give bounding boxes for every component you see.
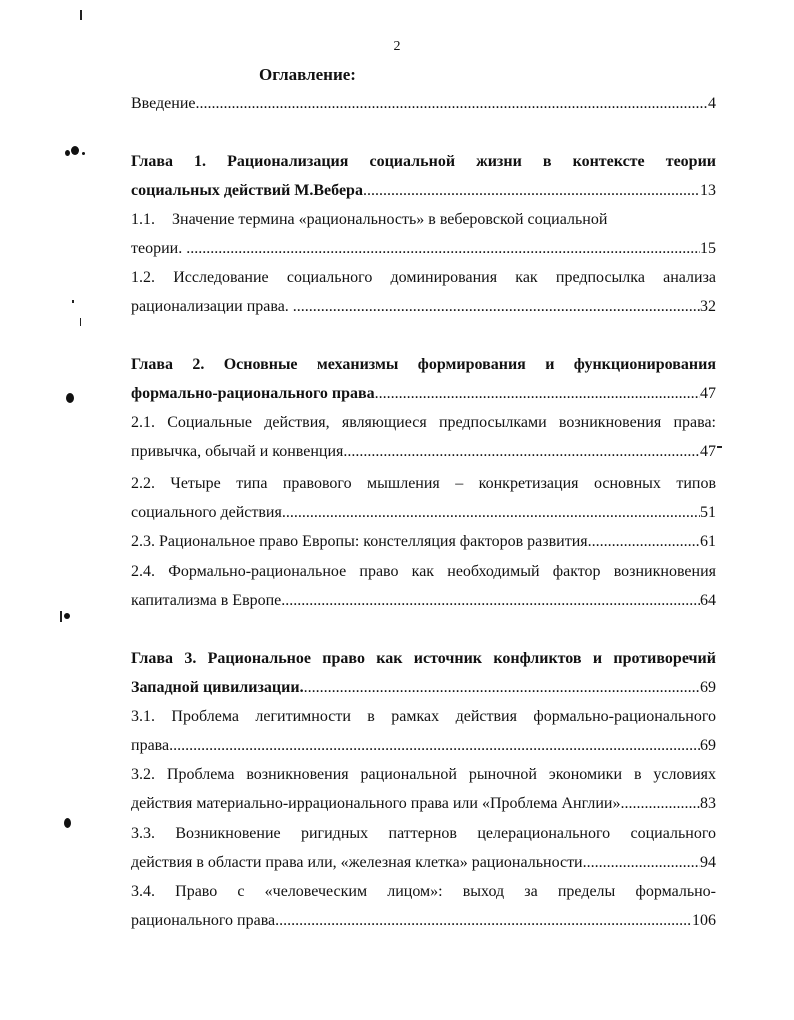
dot-leader	[583, 851, 700, 875]
entry-page: 83	[700, 795, 716, 812]
entry-title: привычка, обычай и конвенция.	[131, 443, 348, 460]
entry-page: 15	[700, 240, 716, 257]
scan-speck	[717, 446, 722, 448]
toc-chapter-2-line1: Глава 2. Основные механизмы формирования и функционирования	[131, 356, 716, 373]
toc-section-2-1-line2	[131, 440, 716, 464]
toc-chapter-3-line1: Глава 3. Рациональное право как источник конфликтов и противоречий	[131, 650, 716, 667]
entry-page: 69	[700, 679, 716, 696]
toc-chapter-3-line2	[131, 676, 716, 700]
toc-section-3-2-line1: 3.2. Проблема возникновения рациональной рыночной экономики в условиях	[131, 766, 716, 783]
scan-speck	[80, 10, 82, 20]
entry-page: 61	[700, 533, 716, 550]
toc-chapter-1-line1: Глава 1. Рационализация социальной жизни в контексте теории	[131, 153, 716, 170]
dot-leader	[304, 676, 700, 700]
entry-page: 94	[700, 854, 716, 871]
entry-title: теории. ..	[131, 240, 195, 257]
dot-leader	[347, 440, 700, 464]
dot-leader	[194, 237, 700, 261]
toc-section-1-2-line1: 1.2. Исследование социального доминирования как предпосылка анализа	[131, 269, 716, 286]
dot-leader	[363, 179, 700, 203]
entry-page: 13	[700, 182, 716, 199]
scan-speck	[72, 300, 74, 303]
toc-section-1-2-line2	[131, 295, 716, 319]
dot-leader	[169, 734, 700, 758]
toc-section-3-1-line1: 3.1. Проблема легитимности в рамках действия формально-рационального	[131, 708, 716, 725]
toc-section-3-3-line1: 3.3. Возникновение ригидных паттернов целерационального социального	[131, 825, 716, 842]
dot-leader	[620, 792, 700, 816]
entry-title: права	[131, 737, 170, 754]
toc-section-1-1-line2	[131, 237, 716, 261]
scan-speck	[64, 613, 70, 619]
toc-section-3-1-line2	[131, 734, 716, 758]
entry-title: социальных действий М.Вебера	[131, 182, 363, 199]
dot-leader	[285, 589, 700, 613]
toc-section-2-3	[131, 530, 716, 554]
dot-leader	[286, 501, 700, 525]
dot-leader	[196, 92, 709, 116]
entry-page: 32	[700, 298, 716, 315]
entry-page: 51	[700, 504, 716, 521]
entry-title: действия материально-иррационального права или «Проблема Англии»	[131, 795, 621, 812]
toc-section-2-2-line1: 2.2. Четыре типа правового мышления – конкретизация основных типов	[131, 475, 716, 492]
section-title: Значение термина «рациональность» в веберовской социальной	[172, 211, 608, 228]
dot-leader	[275, 909, 692, 933]
scan-speck	[65, 150, 70, 156]
toc-section-2-2-line2	[131, 501, 716, 525]
toc-section-1-1-line1	[131, 208, 716, 232]
entry-page: 47	[700, 385, 716, 402]
scan-speck	[71, 146, 79, 155]
scan-speck	[80, 318, 81, 326]
entry-title: Введение	[131, 95, 196, 112]
entry-page: 69	[700, 737, 716, 754]
toc-section-3-4-line1: 3.4. Право с «человеческим лицом»: выход за пределы формально-	[131, 883, 716, 900]
scan-speck	[66, 393, 74, 403]
page-number: 2	[393, 39, 401, 54]
toc-section-3-2-line2	[131, 792, 716, 816]
dot-leader	[375, 382, 700, 406]
entry-title: социального действия.	[131, 504, 286, 521]
entry-title: рационализации права. ..	[131, 298, 301, 315]
toc-section-2-1-line1: 2.1. Социальные действия, являющиеся предпосылками возникновения права:	[131, 414, 716, 431]
toc-section-2-4-line2	[131, 589, 716, 613]
entry-page: 106	[692, 912, 716, 929]
toc-heading: Оглавление:	[259, 65, 356, 84]
toc-section-2-4-line1: 2.4. Формально-рациональное право как необходимый фактор возникновения	[131, 563, 716, 580]
dot-leader	[301, 295, 700, 319]
entry-title: 2.3. Рациональное право Европы: констелляция факторов развития.	[131, 533, 592, 550]
scan-speck	[64, 818, 71, 828]
entry-page: 64	[700, 592, 716, 609]
entry-title: рационального права	[131, 912, 276, 929]
entry-title: формально-рационального права	[131, 385, 375, 402]
section-number: 1.1.	[131, 211, 155, 228]
toc-chapter-2-line2	[131, 382, 716, 406]
entry-title: действия в области права или, «железная клетка» рациональности	[131, 854, 583, 871]
toc-section-3-3-line2	[131, 851, 716, 875]
entry-page: 4	[708, 95, 716, 112]
dot-leader	[592, 530, 700, 554]
scan-speck	[60, 611, 62, 622]
toc-section-3-4-line2	[131, 909, 716, 933]
entry-title: капитализма в Европе.	[131, 592, 286, 609]
entry-title: Западной цивилизации.	[131, 679, 304, 696]
scan-speck	[82, 152, 85, 155]
entry-page: 47	[700, 443, 716, 460]
toc-chapter-1-line2	[131, 179, 716, 203]
toc-entry-intro	[131, 92, 716, 116]
